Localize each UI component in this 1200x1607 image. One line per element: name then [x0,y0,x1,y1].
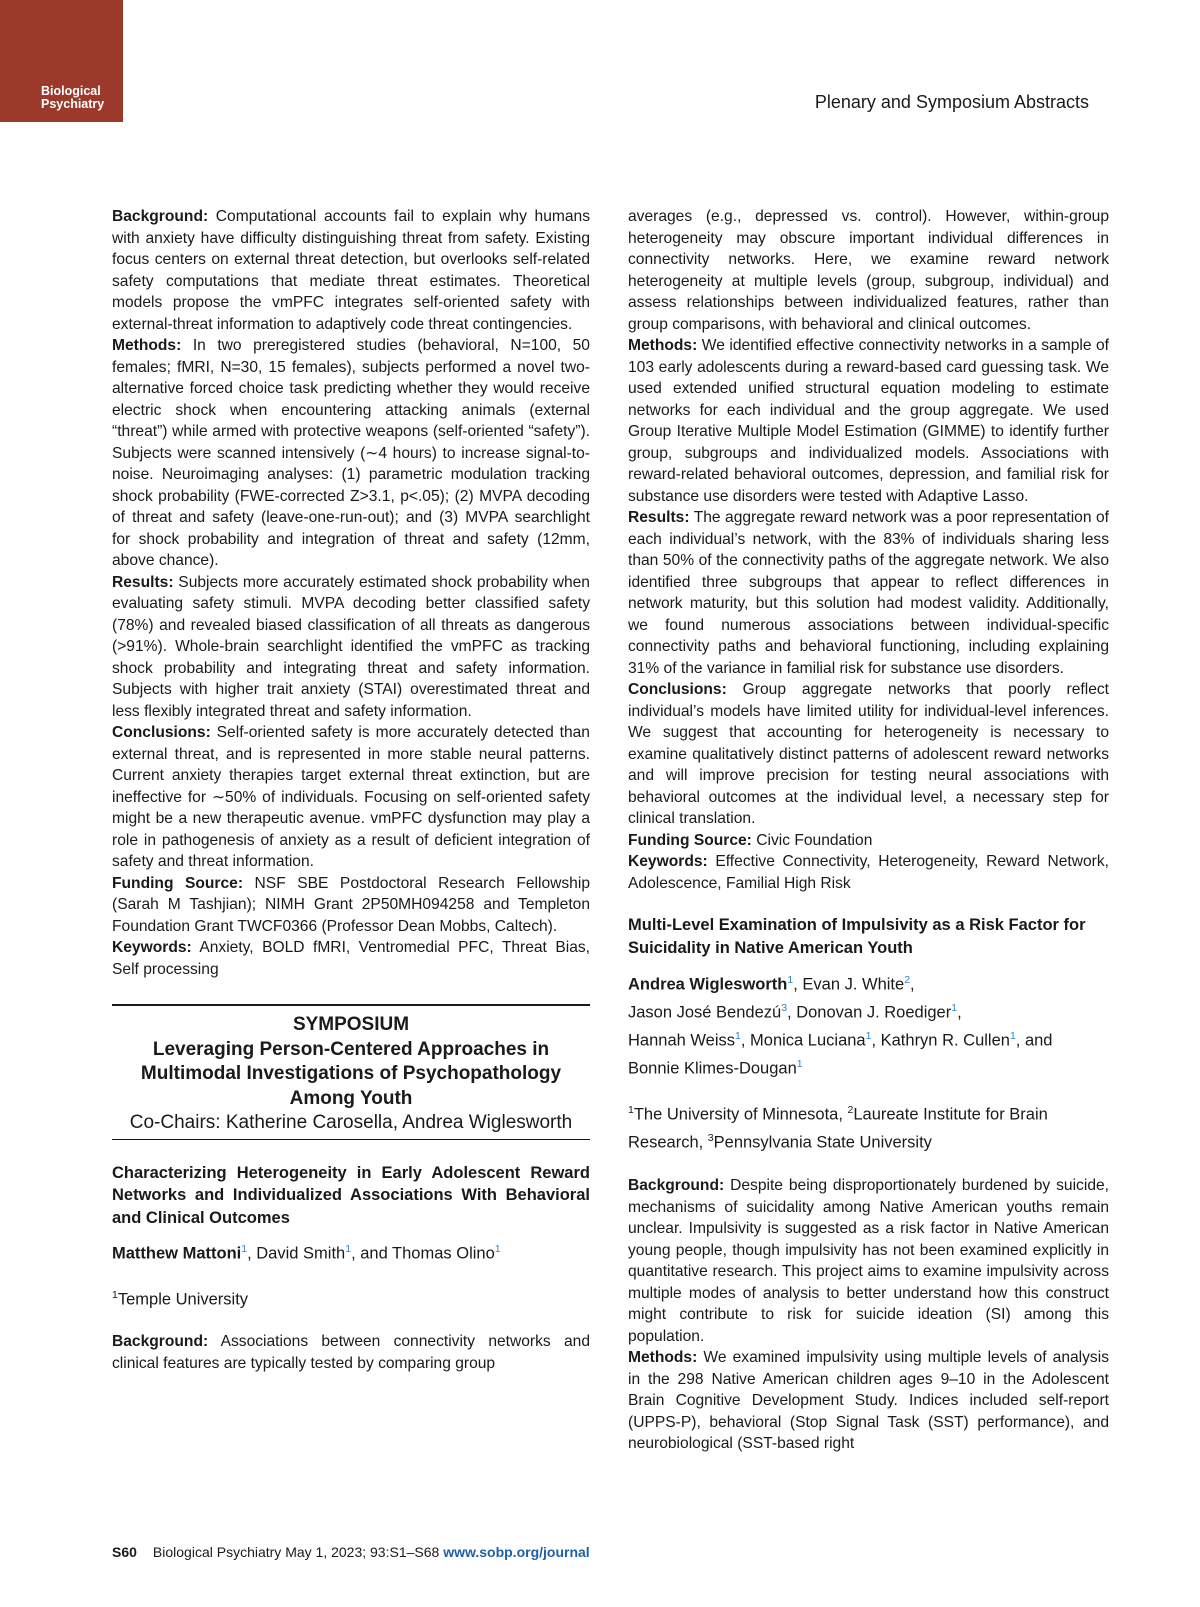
abstract1-keywords: Keywords: Anxiety, BOLD fMRI, Ventromedial PFC, Threat Bias, Self processing [112,939,590,978]
abstract2-results: Results: The aggregate reward network was a poor representation of each individual’s network, with the 83% of individuals sharing less than 50% of the connectivity paths of the aggregate network. We also identified three subgroups that appear to reflect differences in network maturity, but this solution had modest validity. Additionally, we found numerous associations between individual-specific connectivity paths and behavioral functioning, including explaining 31% of the variance in familial risk for substance use disorders. [628,509,1109,677]
journal-logo-text: Biological Psychiatry [41,84,105,111]
abstract3-background: Background: Despite being disproportionately burdened by suicide, mechanisms of suicidality among Native American youths remain unclear. Impulsivity is suggested as a risk factor in Native American young people, though impulsivity has not been examined explicitly in quantitative research. This project aims to examine impulsivity across multiple modes of analysis to better understand how this construct might contribute to risk for suicide ideation (SI) among this population. [628,1177,1109,1345]
abstract2-background: Background: Associations between connectivity networks and clinical features are typically tested by comparing group [112,1333,590,1372]
symposium-bottom-rule [112,1139,590,1140]
page-number: S60 [112,1544,137,1560]
abstract3-title: Multi-Level Examination of Impulsivity as a Risk Factor for Suicidality in Native American Youth [628,916,1086,957]
symposium-block [112,1013,590,1136]
section-header: Plenary and Symposium Abstracts [814,92,1089,112]
symposium-cochairs: Co-Chairs: Katherine Carosella, Andrea Wiglesworth [129,1112,573,1133]
abstract2-background-cont: averages (e.g., depressed vs. control). However, within-group heterogeneity may obscure important individual differences in connectivity networks. Here, we examine reward network heterogeneity at multiple levels (group, subgroup, individual) and assess relationships between individualized features, rather than group comparisons, with behavioral and clinical outcomes. [628,208,1109,333]
abstract2-affiliation: $^1$Temple University [112,1289,249,1309]
right-column [628,206,1109,1455]
abstract3-affiliations: $^1$The University of Minnesota, $^2$Laureate Institute for Brain Research, $^3$Pennsylvania State University [628,1104,1048,1152]
abstract2-methods: Methods: We identified effective connectivity networks in a sample of 103 early adolescents during a reward-based card guessing task. We used extended unified structural equation modeling to estimate networks for each individual and the group aggregate. We used Group Iterative Multiple Model Estimation (GIMME) to identify further group, subgroups and individualized models. Associations with reward-related behavioral outcomes, depression, and familial risk for substance use disorders were tested with Adaptive Lasso. [628,337,1109,505]
symposium-title: Leveraging Person-Centered Approaches in Multimodal Investigations of Psychopathology Among Youth [140,1038,562,1109]
symposium-top-rule [112,1004,590,1006]
abstract3-methods: Methods: We examined impulsivity using multiple levels of analysis in the 298 Native American children ages 9–10 in the Adolescent Brain Cognitive Development Study. Indices included self-report (UPPS-P), behavioral (Stop Signal Task (SST) performance), and neurobiological (SST-based right [628,1349,1109,1452]
abstract2-funding: Funding Source: Civic Foundation [628,831,873,849]
left-column [112,206,590,1374]
abstract2-title: Characterizing Heterogeneity in Early Adolescent Reward Networks and Individualized Associations With Behavioral and Clinical Outcomes [112,1163,590,1227]
abstract1-results: Results: Subjects more accurately estimated shock probability when evaluating safety stimuli. MVPA decoding better classified safety (78%) and revealed biased classification of all threats as dangerous (>91%). Whole-brain searchlight identified the vmPFC as tracking shock probability and integrating threat and safety information. Subjects with higher trait anxiety (STAI) overestimated threat and less flexibly integrated threat and safety information. [112,573,590,720]
abstract2-conclusions: Conclusions: Group aggregate networks that poorly reflect individual’s models have limited utility for individual-level inferences. We suggest that accounting for heterogeneity is necessary to examine qualitatively distinct patterns of adolescent reward networks and will improve precision for testing neural associations with behavioral outcomes at the individual level, a necessary step for clinical translation. [628,681,1109,827]
abstract2-keywords: Keywords: Effective Connectivity, Heterogeneity, Reward Network, Adolescence, Familial High Risk [628,853,1109,892]
symposium-heading: SYMPOSIUM [292,1014,410,1035]
abstract1-funding: Funding Source: NSF SBE Postdoctoral Research Fellowship (Sarah M Tashjian); NIMH Grant 2P50MH094258 and Templeton Foundation Grant TWCF0366 (Professor Dean Mobbs, Caltech). [112,874,590,935]
abstract1-conclusions: Conclusions: Self-oriented safety is more accurately detected than external threat, and is represented in more stable neural patterns. Current anxiety therapies target external threat extinction, but are ineffective for ∼50% of individuals. Focusing on self-oriented safety might be a new therapeutic avenue. vmPFC dysfunction may play a role in pathogenesis of anxiety as a result of deficient integration of safety and threat information. [112,724,590,870]
abstract3-authors: Andrea Wiglesworth$^1$, Evan J. White$^2$, Jason José Bendezú$^3$, Donovan J. Roediger$^1$, Hannah Weiss$^1$, Monica Luciana$^1$, Kathryn R. Cullen$^1$, and Bonnie Klimes-Dougan$^1$ [628,974,1053,1078]
abstract2-authors: Matthew Mattoni$^1$, David Smith$^1$, and Thomas Olino$^1$ [112,1243,501,1263]
journal-url-link[interactable]: www.sobp.org/journal [443,1544,590,1560]
abstract1-background: Background: Computational accounts fail to explain why humans with anxiety have difficulty distinguishing threat from safety. Existing focus centers on external threat detection, but overlooks self-related safety computations that mediate threat estimates. Theoretical models propose the vmPFC integrates self-oriented safety with external-threat information to adaptively code threat contingencies. [112,208,590,333]
journal-logo-tab [0,0,123,122]
page-footer [112,1544,590,1560]
abstract1-methods: Methods: In two preregistered studies (behavioral, N=100, 50 females; fMRI, N=30, 15 females), subjects performed a novel two-alternative forced choice task predicting whether they would receive electric shock when encountering attacking animals (external “threat”) while armed with protective weapons (self-oriented “safety”). Subjects were scanned intensively (∼4 hours) to increase signal-to-noise. Neuroimaging analyses: (1) parametric modulation tracking shock probability (FWE-corrected Z>3.1, p<.05); (2) MVPA decoding of threat and safety (leave-one-run-out); and (3) MVPA searchlight for shock probability and integration of threat and safety (12mm, above chance). [112,337,590,569]
footer-citation: Biological Psychiatry May 1, 2023; 93:S1–S68 [152,1544,444,1560]
